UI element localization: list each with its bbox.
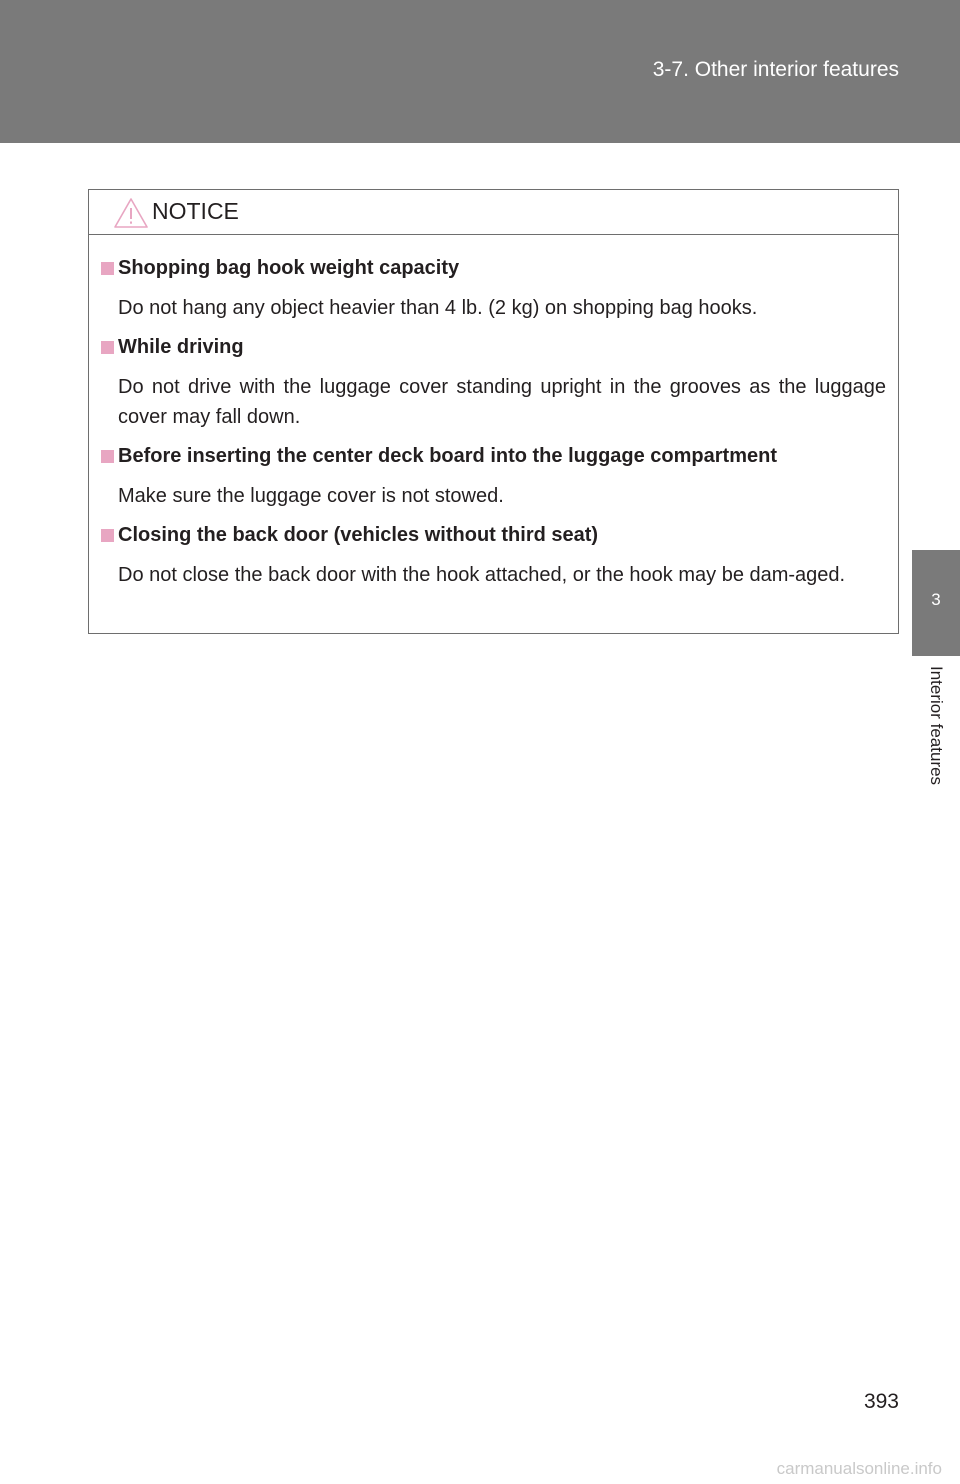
header-bar: [0, 0, 960, 143]
chapter-number: 3: [931, 590, 941, 609]
square-bullet-icon: [101, 529, 114, 542]
square-bullet-icon: [101, 341, 114, 354]
notice-box: [88, 189, 899, 634]
item-heading: [101, 443, 886, 469]
item-text: Do not hang any object heavier than 4 lb. (2 kg) on shopping bag hooks.: [118, 297, 758, 319]
item-heading-text: Shopping bag hook weight capacity: [118, 257, 460, 279]
item-heading-text: Before inserting the center deck board into the luggage compartment: [118, 445, 777, 467]
chapter-label: Interior features: [927, 666, 946, 786]
notice-item: [101, 255, 886, 323]
section-title: 3-7. Other interior features: [652, 58, 899, 81]
item-heading-text: While driving: [118, 336, 244, 358]
square-bullet-icon: [101, 450, 114, 463]
notice-body: [89, 235, 898, 590]
watermark: carmanualsonline.info: [776, 1459, 942, 1478]
item-text: Do not drive with the luggage cover standing upright in the grooves as the luggage cover may fall down.: [118, 376, 886, 428]
square-bullet-icon: [101, 262, 114, 275]
item-heading-text: Closing the back door (vehicles without third seat): [118, 524, 599, 546]
notice-title: NOTICE: [152, 198, 239, 224]
notice-item: [101, 522, 886, 590]
item-heading: [101, 334, 886, 360]
item-text: Do not close the back door with the hook attached, or the hook may be dam-aged.: [118, 564, 846, 586]
notice-header: [89, 190, 898, 235]
item-heading: [101, 522, 886, 548]
warning-triangle-icon: [113, 197, 149, 229]
notice-item: [101, 334, 886, 432]
chapter-tab: [912, 550, 960, 656]
item-text: Make sure the luggage cover is not stowed.: [118, 485, 504, 507]
page-number: 393: [863, 1390, 899, 1413]
notice-item: [101, 443, 886, 511]
item-heading: [101, 255, 886, 281]
